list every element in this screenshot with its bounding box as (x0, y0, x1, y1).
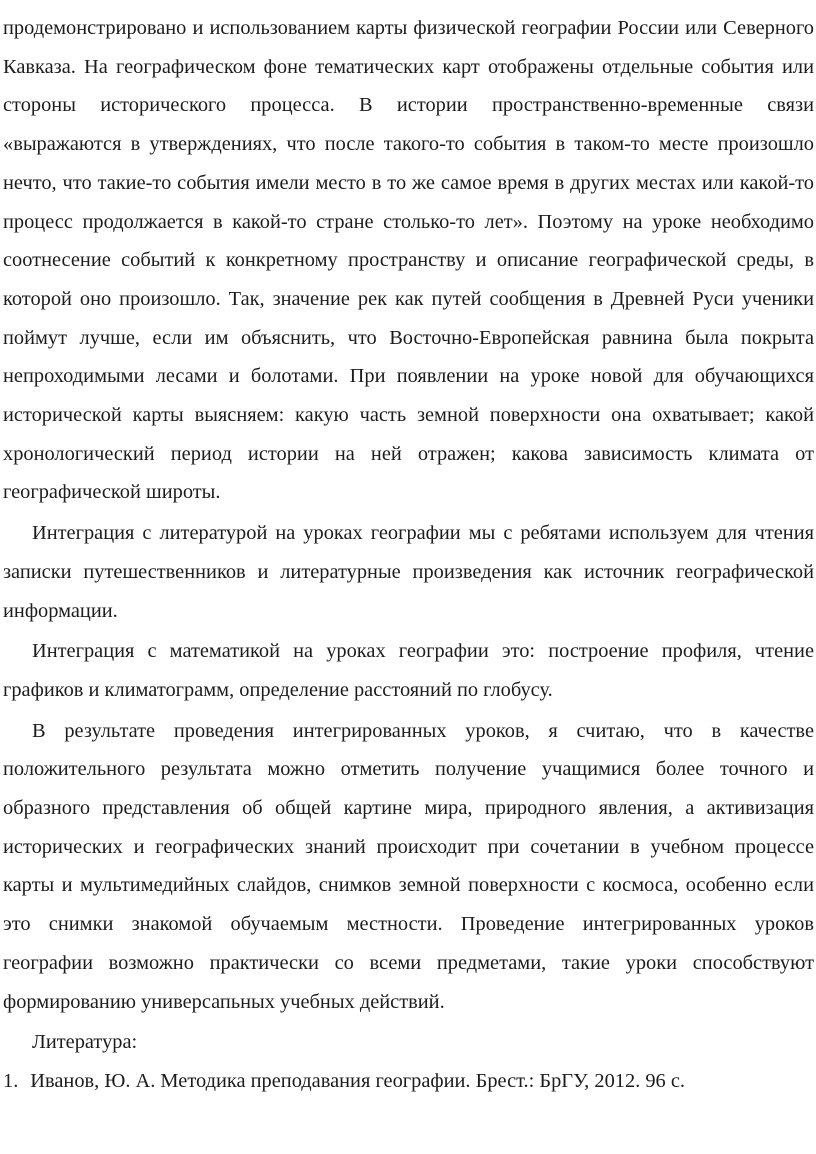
references-heading: Литература: (32, 1031, 138, 1054)
reference-text: Иванов, Ю. А. Методика преподавания географии. Брест.: БрГУ, 2012. 96 с. (30, 1069, 685, 1092)
body-paragraph-1: продемонстрировано и использованием карты физической географии России или Северного Кавказа. На географическом фоне тематических карт отображены отдельные события или стороны исторического процесса. В истории пространственно-временные связи «выражаются в утверждениях, что после такого-то события в таком-то месте произошло нечто, что такие-то события имели место в то же самое время в других местах или какой-то процесс продолжается в какой-то стране столько-то лет». Поэтому на уроке необходимо соотнесение событий к конкретному пространству и описание географической среды, в которой оно произошло. Так, значение рек как путей сообщения в Древней Руси ученики поймут лучше, если им объяснить, что Восточно-Европейская равнина была покрыта непроходимыми лесами и болотами. При появлении на уроке новой для обучающихся исторической карты выясняем: какую часть земной поверхности она охватывает; какой хронологический период истории на ней отражен; какова зависимость климата от географической широты. (3, 17, 814, 504)
body-paragraph-4: В результате проведения интегрированных уроков, я считаю, что в качестве положительного результата можно отметить получение учащимися более точного и образного представления об общей картине мира, природного явления, а активизация исторических и географических знаний происходит при сочетании в учебном процессе карты и мультимедийных слайдов, снимков земной поверхности с космоса, особенно если это снимки знакомой обучаемым местности. Проведение интегрированных уроков географии возможно практически со всеми предметами, такие уроки способствуют формированию универсапьных учебных действий. (3, 719, 814, 1013)
body-paragraph-2: Интеграция с литературой на уроках географии мы с ребятами используем для чтения записки путешественников и литературные произведения как источник географической информации. (3, 522, 814, 622)
references-list (3, 1062, 814, 1101)
reference-number: 1. (3, 1069, 19, 1092)
body-paragraph-3: Интеграция с математикой на уроках географии это: построение профиля, чтение графиков и климатограмм, определение расстояний по глобусу. (3, 640, 814, 701)
reference-item (3, 1062, 814, 1101)
